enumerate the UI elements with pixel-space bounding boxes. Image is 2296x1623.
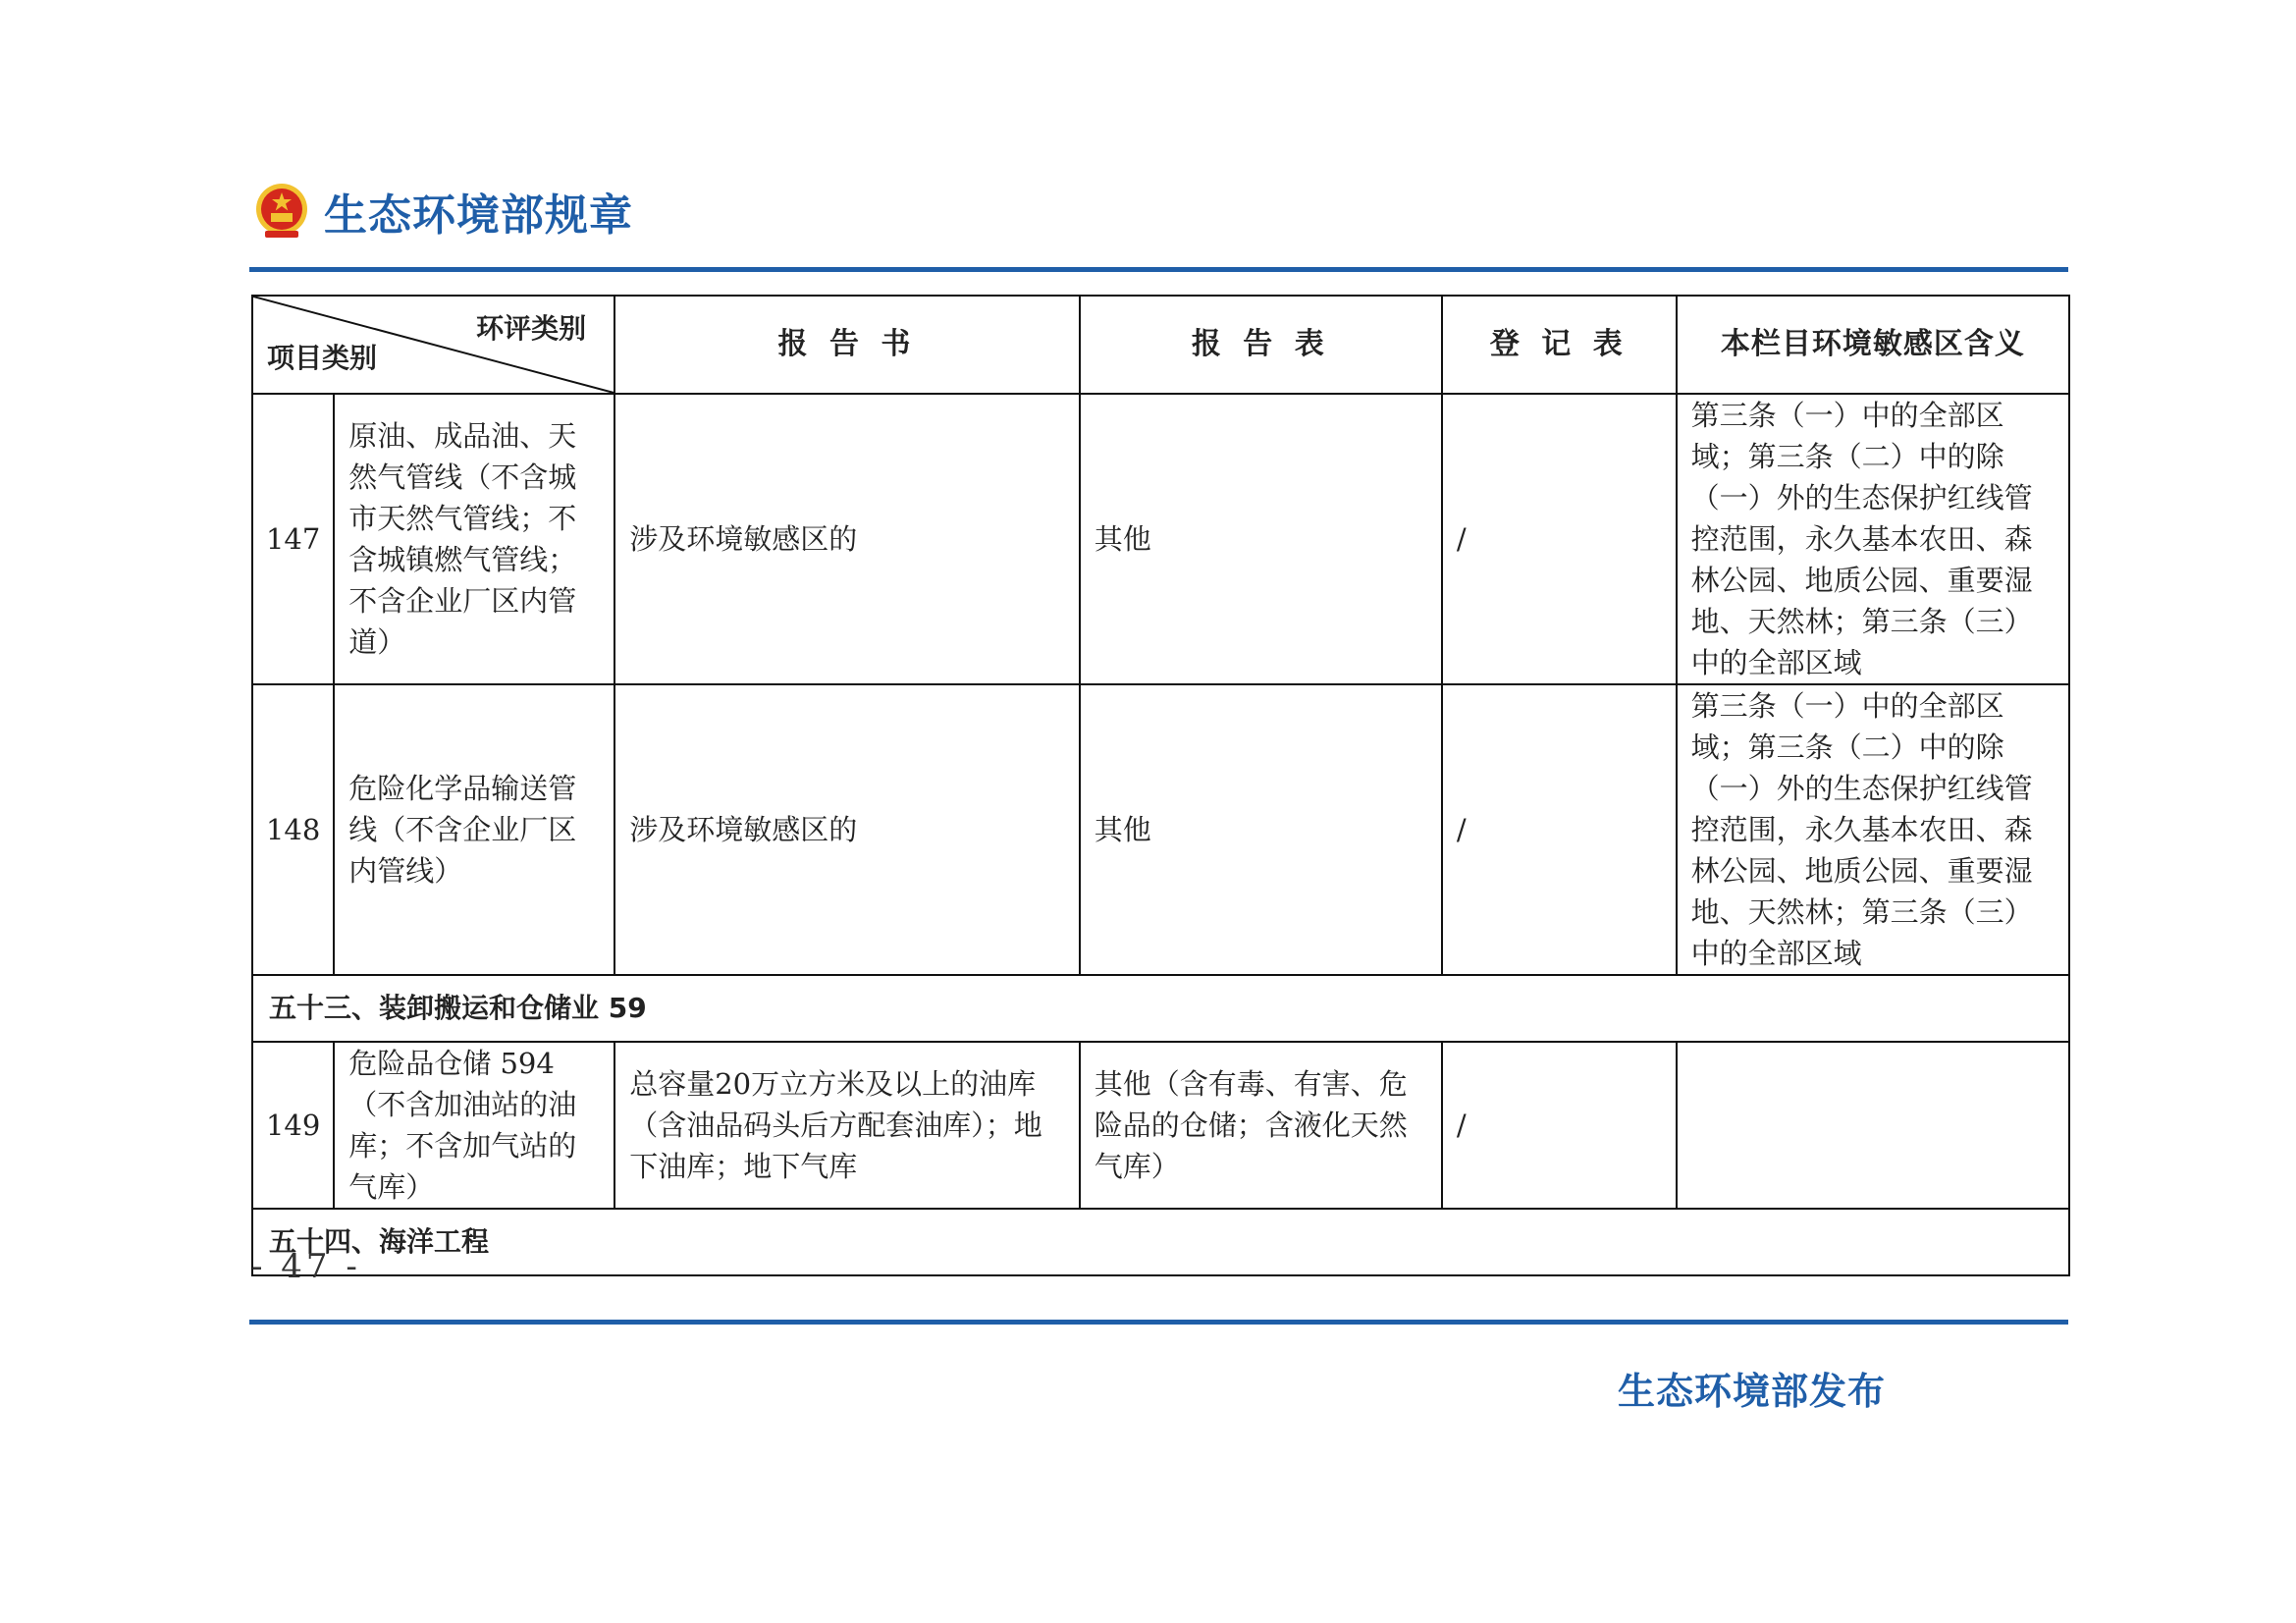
section-row: [252, 1209, 2069, 1275]
assessment-table: [251, 295, 2070, 1276]
project-cell: 危险品仓储 594（不含加油站的油库；不含加气站的气库）: [334, 1042, 614, 1209]
row-number: 148: [252, 684, 334, 975]
category-label: 环评类别: [476, 312, 587, 345]
form-cell: 其他（含有毒、有害、危险品的仓储；含液化天然气库）: [1080, 1042, 1442, 1209]
table-header-row: [252, 296, 2069, 394]
section-heading-53: 五十三、装卸搬运和仓储业 59: [252, 975, 2069, 1042]
form-cell: 其他: [1080, 394, 1442, 684]
sensitive-area-cell: 第三条（一）中的全部区域；第三条（二）中的除（一）外的生态保护红线管控范围，永久基本农田、森林公园、地质公园、重要湿地、天然林；第三条（三）中的全部区域: [1677, 684, 2069, 975]
row-number: 149: [252, 1042, 334, 1209]
sensitive-area-cell: [1677, 1042, 2069, 1209]
table-row: [252, 1042, 2069, 1209]
col-header-report: 报 告 书: [614, 296, 1080, 394]
register-cell: /: [1442, 684, 1677, 975]
report-cell: 涉及环境敏感区的: [614, 684, 1080, 975]
header-rule: [249, 267, 2068, 272]
section-heading-54: 五十四、海洋工程: [252, 1209, 2069, 1275]
diagonal-header-cell: [252, 296, 614, 394]
project-label: 项目类别: [267, 342, 378, 374]
col-header-register: 登 记 表: [1442, 296, 1677, 394]
page-header: [251, 177, 633, 245]
table-row: [252, 394, 2069, 684]
sensitive-area-cell: 第三条（一）中的全部区域；第三条（二）中的除（一）外的生态保护红线管控范围，永久基本农田、森林公园、地质公园、重要湿地、天然林；第三条（三）中的全部区域: [1677, 394, 2069, 684]
publisher-label: 生态环境部发布: [1618, 1370, 1887, 1413]
register-cell: /: [1442, 1042, 1677, 1209]
register-cell: /: [1442, 394, 1677, 684]
national-emblem-icon: [251, 181, 312, 242]
report-cell: 总容量20万立方米及以上的油库（含油品码头后方配套油库）；地下油库；地下气库: [614, 1042, 1080, 1209]
report-cell: 涉及环境敏感区的: [614, 394, 1080, 684]
row-number: 147: [252, 394, 334, 684]
project-cell: 原油、成品油、天然气管线（不含城市天然气管线；不含城镇燃气管线；不含企业厂区内管道）: [334, 394, 614, 684]
table-row: [252, 684, 2069, 975]
project-cell: 危险化学品输送管线（不含企业厂区内管线）: [334, 684, 614, 975]
col-header-sensitive-area: 本栏目环境敏感区含义: [1677, 296, 2069, 394]
col-header-form: 报 告 表: [1080, 296, 1442, 394]
page-number: - 47 -: [251, 1247, 361, 1286]
section-row: [252, 975, 2069, 1042]
header-title: 生态环境部规章: [324, 190, 633, 241]
form-cell: 其他: [1080, 684, 1442, 975]
footer-rule: [249, 1320, 2068, 1325]
